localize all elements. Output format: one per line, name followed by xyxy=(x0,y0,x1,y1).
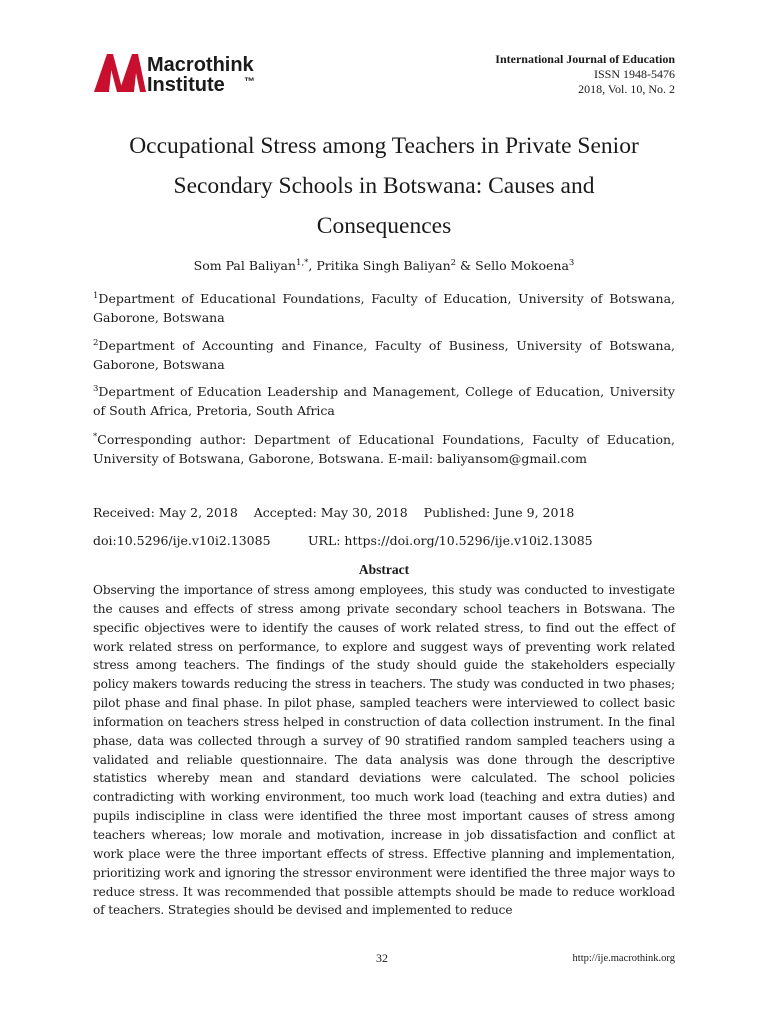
affiliation-mark: 3 xyxy=(93,384,99,394)
paper-title xyxy=(60,126,708,246)
received-date: Received: May 2, 2018 xyxy=(93,505,238,520)
affiliation-1 xyxy=(93,287,675,327)
abstract-body: Observing the importance of stress among employees, this study was conducted to investigate the causes and effects of stress among private secondary school teachers in Botswana. The specific objectives were to identify the causes of work related stress, to find out the effect of work related stress on performance, to explore and suggest ways of preventing work related stress among teachers. The findings of the study should guide the stakeholders especially policy makers towards reducing the stress in teachers. The study was conducted in two phases; pilot phase and final phase. In pilot phase, sampled teachers were interviewed to collect basic information on teachers stress helped in construction of data collection instrument. In the final phase, data was collected through a survey of 90 stratified random sampled teachers using a validated and reliable questionnaire. The data analysis was done through the descriptive statistics whereby mean and standard deviations were calculated. The school policies contradicting with working environment, too much work load (teaching and extra duties) and pupils indiscipline in class were identified the three most important causes of stress among teachers whereas; low morale and motivation, increase in job dissatisfaction and conflict at work place were the three important effects of stress. Effective planning and implementation, prioritizing work and ignoring the stressor environment were identified the three major ways to reduce stress. It was recommended that possible attempts should be made to reduce workload of teachers. Strategies should be devised and implemented to reduce xyxy=(93,583,675,918)
affiliation-text: Department of Education Leadership and Management, College of Education, University of South Africa, Pretoria, South Africa xyxy=(93,384,675,419)
affiliation-2 xyxy=(93,334,675,374)
logo-text-line2: Institute xyxy=(147,74,225,96)
doi-line xyxy=(93,533,593,548)
affiliation-mark: 1 xyxy=(93,291,99,301)
corresponding-author xyxy=(93,428,675,468)
doi-url-link[interactable]: URL: https://doi.org/10.5296/ije.v10i2.13085 xyxy=(308,533,593,548)
author-list xyxy=(60,258,708,273)
author-separator: & xyxy=(456,258,476,274)
journal-website-link[interactable]: http://ije.macrothink.org xyxy=(572,953,675,964)
logo-trademark: ™ xyxy=(244,76,255,88)
journal-info xyxy=(495,52,675,97)
affiliation-text: Department of Educational Foundations, Faculty of Education, University of Botswana, Gaborone, Botswana xyxy=(93,291,675,326)
affiliation-3 xyxy=(93,380,675,420)
author-separator: , xyxy=(308,258,317,274)
affiliation-text: Corresponding author: Department of Educational Foundations, Faculty of Education, University of Botswana, Gaborone, Botswana. E-mail: baliyansom@gmail.com xyxy=(93,432,675,467)
journal-name: International Journal of Education xyxy=(495,52,675,66)
author-affiliation-mark: 3 xyxy=(568,258,575,268)
page-number: 32 xyxy=(376,951,388,965)
journal-volume: 2018, Vol. 10, No. 2 xyxy=(578,82,675,96)
accepted-date: Accepted: May 30, 2018 xyxy=(253,505,408,520)
author-name: Sello Mokoena xyxy=(475,258,569,274)
title-line-1: Occupational Stress among Teachers in Private Senior xyxy=(129,133,639,159)
doi-text: doi:10.5296/ije.v10i2.13085 xyxy=(93,533,271,548)
abstract-heading: Abstract xyxy=(358,562,410,577)
publication-dates xyxy=(93,505,574,520)
affiliation-text: Department of Accounting and Finance, Faculty of Business, University of Botswana, Gaborone, Botswana xyxy=(93,338,675,373)
macrothink-logo-icon xyxy=(94,52,294,96)
publisher-logo xyxy=(94,52,294,96)
logo-text-line1: Macrothink xyxy=(147,54,254,76)
title-line-2: Secondary Schools in Botswana: Causes and xyxy=(173,173,595,199)
affiliation-mark: 2 xyxy=(93,338,99,348)
journal-issn: ISSN 1948-5476 xyxy=(593,67,675,81)
published-date: Published: June 9, 2018 xyxy=(423,505,575,520)
author-name: Som Pal Baliyan xyxy=(193,258,297,274)
author-affiliation-mark: 1,* xyxy=(296,258,309,268)
title-line-3: Consequences xyxy=(316,213,452,239)
affiliation-mark: * xyxy=(93,432,98,442)
author-affiliation-mark: 2 xyxy=(450,258,457,268)
author-name: Pritika Singh Baliyan xyxy=(316,258,451,274)
